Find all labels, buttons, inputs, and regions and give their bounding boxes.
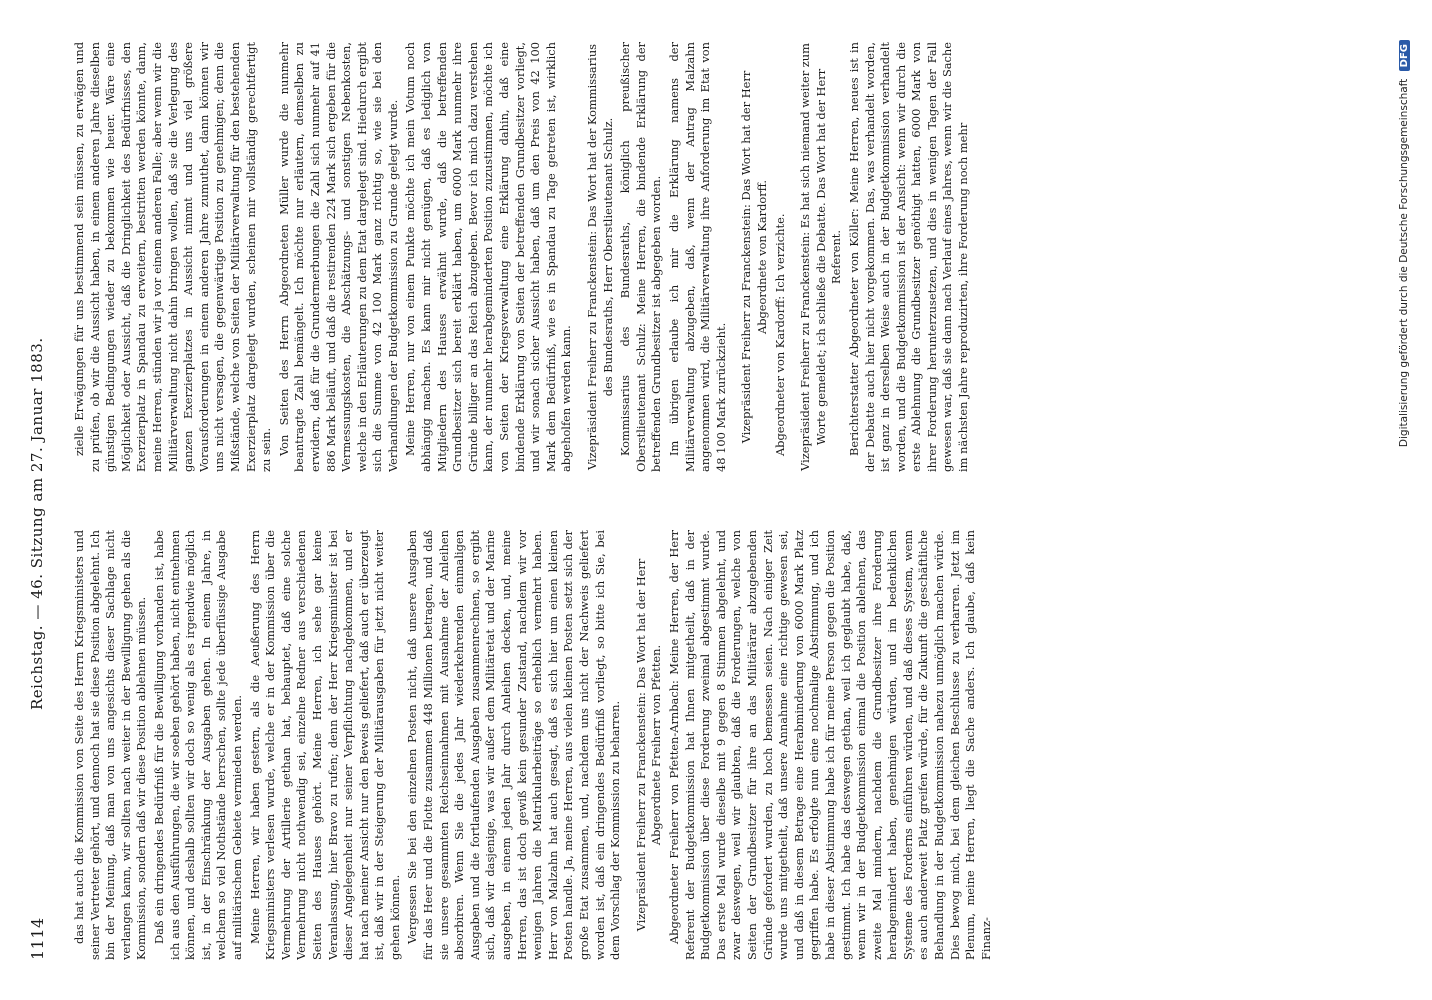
left-column — [72, 530, 1392, 960]
paragraph: Vergessen Sie bei den einzelnen Posten nicht, daß unsere Ausgaben für das Heer und die Flotte zusammen 448 Millionen betragen, und daß sie unsere gesammten Reichseinnahmen mit Ausnahme der Anleihen absorbiren. Wenn Sie die jedes Jahr wiederkehrenden einmaligen Ausgaben und die fortlaufenden Ausgaben zusammenrechnen, so ergibt sich, daß wir dasjenige, was wir außer dem Militäretat und der Marine ausgeben, in einem jeden Jahr durch Anleihen decken, und, meine Herren, das ist doch gewiß kein gesunder Zustand, nachdem wir vor wenigen Jahren die Matrikularbeiträge so erheblich vermehrt haben. Herr von Malzahn hat auch gesagt, daß es sich hier um einen kleinen Posten handle. Ja, meine Herren, aus vielen kleinen Posten setzt sich der große Etat zusammen, und, nachdem uns nicht der Nachweis geliefert worden ist, daß ein dringendes Bedürfniß vorliegt, so bitte ich Sie, bei dem Vorschlag der Kommission zu beharren. — [405, 530, 623, 960]
paragraph: Abgeordneter von Kardorff: Ich verzichte. — [772, 213, 787, 457]
speaker-announcement: Vizepräsident Freiherr zu Franckenstein: Das Wort hat der Kommissarius des Bundesraths, Herr Oberstlieutenant Schulz. — [585, 44, 615, 471]
speaker-announcement: Vizepräsident Freiherr zu Franckenstein: Das Wort hat der Herr Abgeordnete von Kardorff. — [739, 70, 769, 444]
digitization-footer — [1398, 40, 1418, 960]
paragraph: Berichterstatter Abgeordneter von Köller: Meine Herren, neues ist in der Debatte auch hier nicht vorgekommen. Das, was verhandelt worden, ist ganz in derselben Weise auch in der Budgetkommission verhandelt worden, und die Budgetkommission ist der Ansicht: wenn wir durch die erste Ablehnung die Grundbesitzer genöthigt hatten, 6000 Mark von ihrer Forderung herunterzusetzen, und dies in wenigen Tagen der Fall gewesen war, daß sie dann nach Verlauf eines Jahres, wenn wir die Sache im nächsten Jahre reproduzirten, ihre Forderung noch mehr — [846, 42, 971, 472]
paragraph: Im übrigen erlaube ich mir die Erklärung namens der Militärverwaltung abzugeben, daß, wenn der Antrag Malzahn angenommen wird, die Militärverwaltung ihre Anforderung im Etat von 48 100 Mark zurückzieht. — [666, 42, 728, 472]
page-header — [24, 40, 52, 960]
running-title: Reichstag. — 46. Sitzung am 27. Januar 1883. — [28, 337, 46, 710]
paragraph: Von Seiten des Herrn Abgeordneten Müller wurde die nunmehr beantragte Zahl bemängelt. Ich möchte nur erläutern, demselben zu erwidern, daß für die Grundermerbungen die Zahl sich nunmehr auf 41 886 Mark beläuft, und daß die restirenden 224 Mark sich ergeben für die Vermessungskosten, die Abschätzungs- und sonstigen Nebenkosten, welche in den Erläuterungen zu dem Etat dargelegt sind. Hiedurch ergibt sich die Summe von 42 100 Mark ganz richtig so, wie sie bei den Verhandlungen der Budgetkommission zu Grunde gelegt wurde. — [276, 42, 400, 472]
footer-text: Digitalisierung gefördert durch die Deutsche Forschungsgemeinschaft — [1398, 78, 1410, 448]
paragraph: Meine Herren, nur von einem Punkte möchte ich mein Votum noch abhängig machen. Es kann mir nicht genügen, daß es lediglich von Mitgliedern des Hauses erwähnt wurde, daß die betreffenden Grundbesitzer sich bereit erklärt haben, um 6000 Mark nunmehr ihre Gründe billiger an das Reich abzugeben. Bevor ich mich dazu verstehen kann, der nunmehr herabgeminderten Position zuzustimmen, möchte ich von Seiten der Kriegsverwaltung eine Erklärung dahin, daß eine bindende Erklärung von Seiten der betreffenden Grundbesitzer vorliegt, und wir sonach sicher Aussicht haben, daß um den Preis von 42 100 Mark dem Bedürfniß, wie es in Spandau zu Tage getreten ist, wirklich abgeholfen werden kann. — [403, 42, 574, 472]
dfg-logo: DFG — [1399, 40, 1410, 71]
paragraph: Abgeordneter Freiherr von Pfetten-Arnbach: Meine Herren, der Herr Referent der Budgetkommission hat Ihnen mitgetheilt, daß in der Budgetkommission über diese Forderung zweimal abgestimmt wurde. Das erste Mal wurde dieselbe mit 9 gegen 8 Stimmen abgelehnt, und zwar deswegen, weil wir glaubten, daß die Forderungen, welche von Seiten der Grundbesitzer für ihre an das Militärärar abzugebenden Gründe gefordert wurden, zu hoch bemessen seien. Nach einiger Zeit wurde uns mitgetheilt, daß unsere Annahme eine richtige gewesen sei, und daß in diesem Betrage eine Herabminderung von 6000 Mark Platz gegriffen habe. Es erfolgte nun eine nochmalige Abstimmung, und ich habe in dieser Abstimmung habe ich für meine Person gegen die Position gestimmt. Ich habe das deswegen gethan, weil ich geglaubt habe, daß, wenn wir in der Budgetkommission einmal die Position ablehnen, das zweite Mal mindern, nachdem die Grundbesitzer ihre Forderung herabgemindert haben, genehmigen würden, und im bedenklichen Systeme des Forderns einführen würden, und daß dieses System, wenn es auch anderweit Platz greifen würde, für die Zukunft die geschäftliche Behandlung in der Budgetkommission nahezu unmöglich machen würde. Dies bewog mich, bei dem gleichen Beschlusse zu verharren. Jetzt im Plenum, meine Herren, liegt die Sache anders. Ich glaube, daß kein Finanz- — [666, 530, 993, 960]
speaker-announcement: Vizepräsident Freiherr zu Franckenstein: Es hat sich niemand weiter zum Worte gemeldet; ich schließe die Debatte. Das Wort hat der Herr Referent. — [798, 43, 844, 471]
paragraph: Meine Herren, wir haben gestern, als die Aeußerung des Herrn Kriegsministers verlesen wurde, welche er in der Kommission über die Vermehrung der Artillerie gethan hat, behauptet, daß eine solche Vermehrung nicht nothwendig sei, einzelne Redner aus verschiedenen Seiten des Hauses gehört. Meine Herren, ich sehe gar keine Veranlassung, hier Bravo zu rufen; denn der Herr Kriegsminister ist bei dieser Angelegenheit nur seiner Verpflichtung nachgekommen, und er hat nach meiner Ansicht nur den Beweis geliefert, daß auch er überzeugt ist, daß wir in der Steigerung der Militärausgaben für jetzt nicht weiter gehen können. — [247, 530, 402, 960]
paragraph: Kommissarius des Bundesraths, königlich preußischer Oberstlieutenant Schulz: Meine Herren, die bindende Erklärung der betreffenden Grundbesitzer ist abgegeben worden. — [618, 42, 664, 472]
paragraph: Daß ein dringendes Bedürfniß für die Bewilligung vorhanden ist, habe ich aus den Ausführungen, die wir soeben gehört haben, nicht entnehmen können, und deshalb sollten wir doch so wenig als es irgendwie möglich ist, in der Einschränkung der Ausgaben gehen. In einem Jahre, in welchem so viel Nothstände herrschen, sollte jede überflüssige Ausgabe auf militärischem Gebiete vermieden werden. — [151, 530, 244, 960]
paragraph: das hat auch die Kommission von Seite des Herrn Kriegsministers und seiner Vertreter gehört, und dennoch hat sie diese Position abgelehnt. Ich bin der Meinung, daß man von uns angesichts dieser Sachlage nicht verlangen kann, wir sollten nach weiter in der Bewilligung gehen als die Kommission, sondern daß wir diese Position ablehnen müssen. — [72, 530, 149, 960]
paragraph: zielle Erwägungen für uns bestimmend sein müssen, zu erwägen und zu prüfen, ob wir die Aussicht haben, in einem anderen Jahre dieselben günstigen Bedingungen wieder zu bekommen wie heuer. Wäre eine Möglichkeit oder Aussicht, daß die Dringlichkeit des Bedürfnisses, den Exerzierplatz in Spandau zu erweitern, bestritten werden könnte, dann, meine Herren, stünden wir ja vor einem anderen Falle; aber wenn wir die Militärverwaltung nicht dahin bringen wollen, daß sie die Verlegung des ganzen Exerzierplatzes in Aussicht nimmt und uns viel größere Vorausforderungen in einem anderen Jahre zumuthet, dann können wir uns nicht versagen, die gegenwärtige Position zu genehmigen; denn die Mißstände, welche von Seiten der Militärverwaltung für den bestehenden Exerzierplatz dargelegt wurden, scheinen mir vollständig gerechtfertigt zu sein. — [72, 42, 274, 472]
right-column — [72, 42, 1392, 472]
page-number: 1114 — [28, 917, 47, 960]
speaker-announcement: Vizepräsident Freiherr zu Franckenstein: Das Wort hat der Herr Abgeordnete Freiherr von Pfetten. — [633, 558, 664, 932]
